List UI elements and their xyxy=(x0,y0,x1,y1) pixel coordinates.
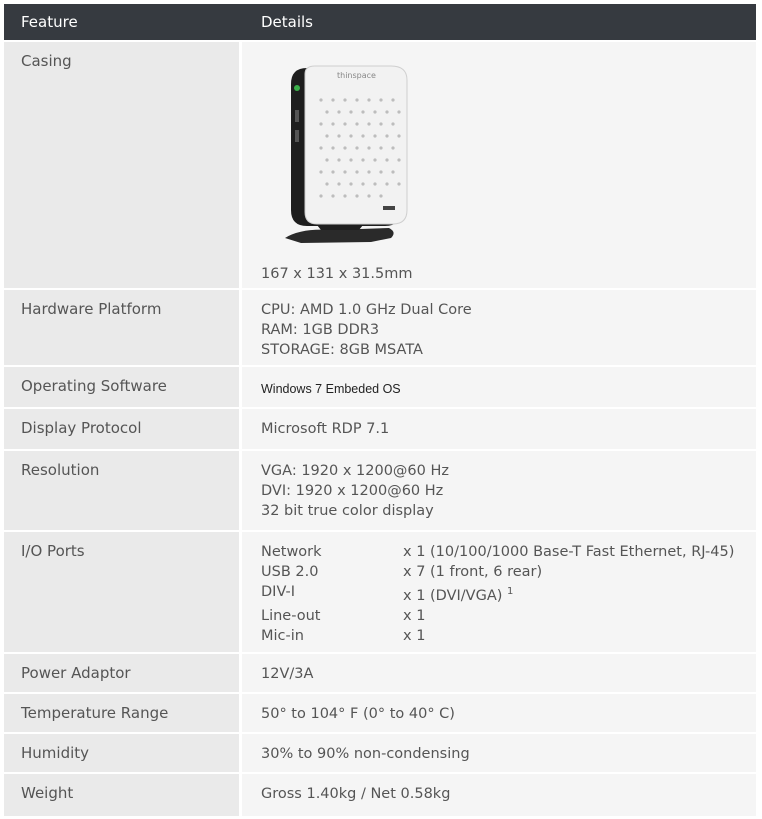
feature-value xyxy=(242,451,756,530)
cpu-text: CPU: AMD 1.0 GHz Dual Core xyxy=(261,302,472,318)
port-name: DIV-I xyxy=(261,584,296,600)
port-name: USB 2.0 xyxy=(261,564,319,580)
feature-value xyxy=(242,367,756,407)
feature-value xyxy=(242,42,756,288)
port-value: x 7 (1 front, 6 rear) xyxy=(403,564,543,580)
feature-value xyxy=(242,654,756,692)
display-protocol-text: Microsoft RDP 7.1 xyxy=(261,421,390,437)
feature-value xyxy=(242,409,756,449)
ram-text: RAM: 1GB DDR3 xyxy=(261,322,380,338)
casing-dimensions: 167 x 131 x 31.5mm xyxy=(261,266,413,282)
feature-label: Resolution xyxy=(4,451,239,530)
port-name: Line-out xyxy=(261,607,321,624)
spec-table xyxy=(4,4,756,816)
feature-value xyxy=(242,290,756,365)
row-operating-software xyxy=(4,367,756,409)
feature-label: Hardware Platform xyxy=(4,290,239,365)
storage-text: STORAGE: 8GB MSATA xyxy=(261,342,423,358)
power-text: 12V/3A xyxy=(261,666,314,682)
port-value xyxy=(403,582,756,606)
feature-label: Display Protocol xyxy=(4,409,239,449)
row-hardware-platform xyxy=(4,290,756,367)
header-details: Details xyxy=(242,4,756,40)
feature-value xyxy=(242,774,756,816)
port-value: x 1 xyxy=(403,607,426,624)
humidity-text: 30% to 90% non-condensing xyxy=(261,746,470,762)
row-temperature-range xyxy=(4,694,756,734)
feature-value xyxy=(242,532,756,652)
device-image xyxy=(261,60,421,250)
device-brand-text: thinspace xyxy=(337,71,376,80)
port-value: x 1 xyxy=(403,627,426,644)
port-name: Network xyxy=(261,544,322,560)
footnote-marker: 1 xyxy=(507,586,514,597)
feature-value xyxy=(242,734,756,772)
row-resolution xyxy=(4,451,756,532)
feature-label: Power Adaptor xyxy=(4,654,239,692)
feature-label: Temperature Range xyxy=(4,694,239,732)
row-display-protocol xyxy=(4,409,756,451)
feature-label: Operating Software xyxy=(4,367,239,407)
vga-text: VGA: 1920 x 1200@60 Hz xyxy=(261,463,449,479)
header-feature: Feature xyxy=(4,4,239,40)
feature-value xyxy=(242,694,756,732)
port-value-text: x 1 (DVI/VGA) xyxy=(403,587,503,604)
feature-label: Humidity xyxy=(4,734,239,772)
dvi-text: DVI: 1920 x 1200@60 Hz xyxy=(261,483,444,499)
port-name: Mic-in xyxy=(261,627,304,644)
row-io-ports xyxy=(4,532,756,654)
color-depth-text: 32 bit true color display xyxy=(261,503,434,519)
io-ports-list xyxy=(261,542,756,646)
weight-text: Gross 1.40kg / Net 0.58kg xyxy=(261,786,451,802)
feature-label: Weight xyxy=(4,774,239,816)
row-weight xyxy=(4,774,756,816)
row-power-adaptor xyxy=(4,654,756,694)
table-header xyxy=(4,4,756,42)
port-value: x 1 (10/100/1000 Base-T Fast Ethernet, RJ-45) xyxy=(403,544,735,560)
feature-label: Casing xyxy=(4,42,239,288)
temperature-text: 50° to 104° F (0° to 40° C) xyxy=(261,706,455,722)
row-humidity xyxy=(4,734,756,774)
os-text: Windows 7 Embeded OS xyxy=(261,382,401,396)
feature-label: I/O Ports xyxy=(4,532,239,652)
row-casing xyxy=(4,42,756,290)
